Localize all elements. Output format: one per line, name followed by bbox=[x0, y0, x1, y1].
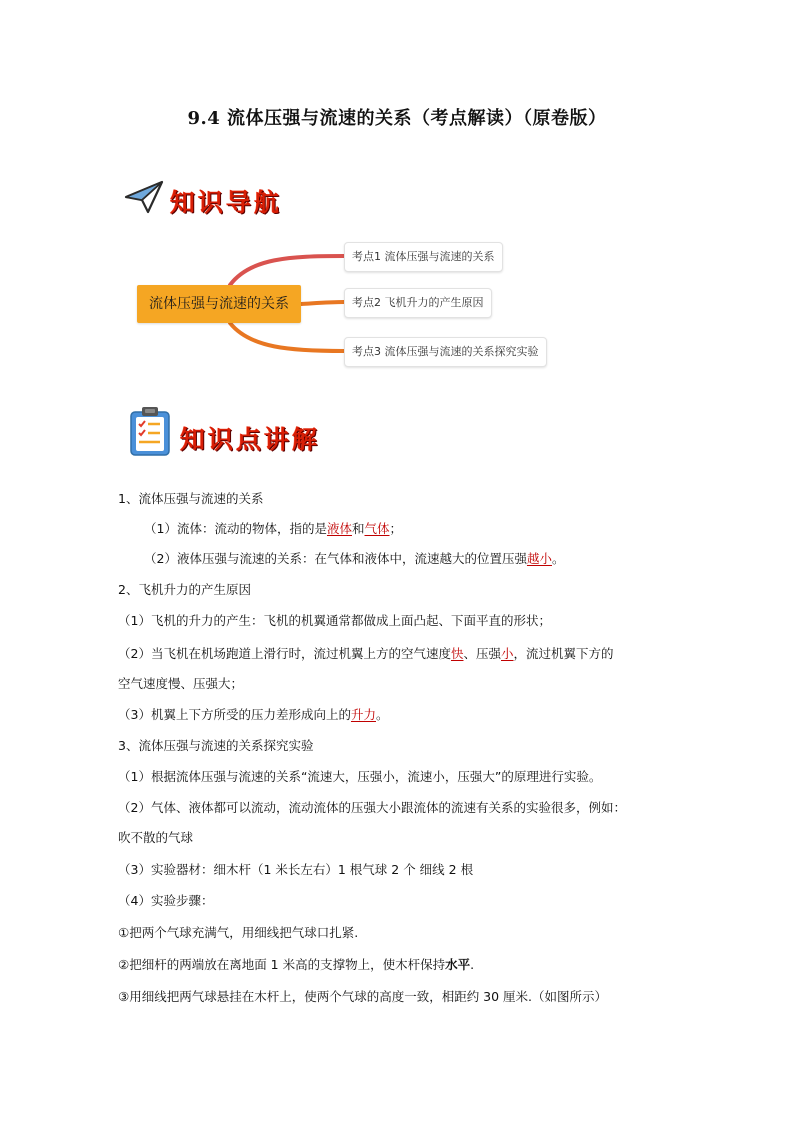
highlight-smaller: 越小 bbox=[526, 551, 552, 566]
step-3: ③用细线把两气球悬挂在木杆上，使两个气球的高度一致，相距约 30 厘米.（如图所示） bbox=[118, 989, 608, 1004]
section-1-heading: 1、流体压强与流速的关系 bbox=[118, 491, 264, 506]
section-2-item-1: （1）飞机的升力的产生：飞机的机翼通常都做成上面凸起、下面平直的形状； bbox=[118, 613, 551, 628]
text: ； bbox=[389, 521, 403, 536]
text: （2）液体压强与流速的关系：在气体和液体中，流速越大的位置压强 bbox=[144, 551, 527, 566]
step-1: ①把两个气球充满气，用细线把气球口扎紧. bbox=[118, 925, 359, 940]
connector-1 bbox=[230, 256, 344, 285]
text: （3）机翼上下方所受的压力差形成向上的 bbox=[118, 707, 351, 722]
section-3-item-2: （2）气体、液体都可以流动，流动流体的压强大小跟流体的流速有关系的实验很多，例如： bbox=[118, 800, 626, 815]
section-3-item-3: （3）实验器材：细木杆（1 米长左右）1 根气球 2 个 细线 2 根 bbox=[118, 862, 474, 877]
section-3-item-2-cont: 吹不散的气球 bbox=[118, 830, 194, 845]
section-2-item-2 bbox=[118, 645, 614, 663]
text: 。 bbox=[375, 707, 389, 722]
highlight-gas: 气体 bbox=[364, 521, 390, 536]
page-title: 9.4 流体压强与流速的关系（考点解读）（原卷版） bbox=[187, 108, 607, 129]
section-2-heading: 2、飞机升力的产生原因 bbox=[118, 582, 251, 597]
step-2 bbox=[118, 956, 474, 974]
section-3-item-1: （1）根据流体压强与流速的关系“流速大，压强小，流速小，压强大”的原理进行实验。 bbox=[118, 769, 602, 784]
text: （2）当飞机在机场跑道上滑行时，流过机翼上方的空气速度 bbox=[118, 646, 451, 661]
text: ，流过机翼下方的 bbox=[513, 646, 614, 661]
section-1-item-1 bbox=[144, 520, 402, 538]
section-2-item-2-cont: 空气速度慢、压强大； bbox=[118, 676, 244, 691]
highlight-small: 小 bbox=[501, 646, 514, 661]
section-2-item-3 bbox=[118, 706, 389, 724]
knowledge-explain-banner: 知识点讲解 bbox=[180, 425, 321, 454]
text: 、压强 bbox=[463, 646, 501, 661]
text: 。 bbox=[551, 551, 565, 566]
mindmap-root-node: 流体压强与流速的关系 bbox=[137, 285, 301, 323]
knowledge-nav-banner: 知识导航 bbox=[170, 188, 283, 217]
text: ②把细杆的两端放在离地面 1 米高的支撑物上，使木杆保持 bbox=[118, 957, 446, 972]
mindmap-node-2: 考点2 飞机升力的产生原因 bbox=[344, 288, 492, 318]
highlight-lift: 升力 bbox=[350, 707, 376, 722]
clipboard-checklist-icon bbox=[128, 405, 172, 457]
text: . bbox=[470, 957, 475, 972]
emphasis-level: 水平 bbox=[445, 957, 471, 972]
highlight-fast: 快 bbox=[450, 646, 464, 661]
text: （1）流体：流动的物体，指的是 bbox=[144, 521, 327, 536]
mindmap-node-1: 考点1 流体压强与流速的关系 bbox=[344, 242, 503, 272]
section-3-item-4: （4）实验步骤： bbox=[118, 893, 214, 908]
section-1-item-2 bbox=[144, 550, 565, 568]
highlight-liquid: 液体 bbox=[326, 521, 352, 536]
connector-3 bbox=[230, 323, 344, 351]
connector-2 bbox=[301, 302, 344, 304]
mindmap-node-3: 考点3 流体压强与流速的关系探究实验 bbox=[344, 337, 547, 367]
text: 和 bbox=[351, 521, 365, 536]
section-3-heading: 3、流体压强与流速的关系探究实验 bbox=[118, 738, 314, 753]
